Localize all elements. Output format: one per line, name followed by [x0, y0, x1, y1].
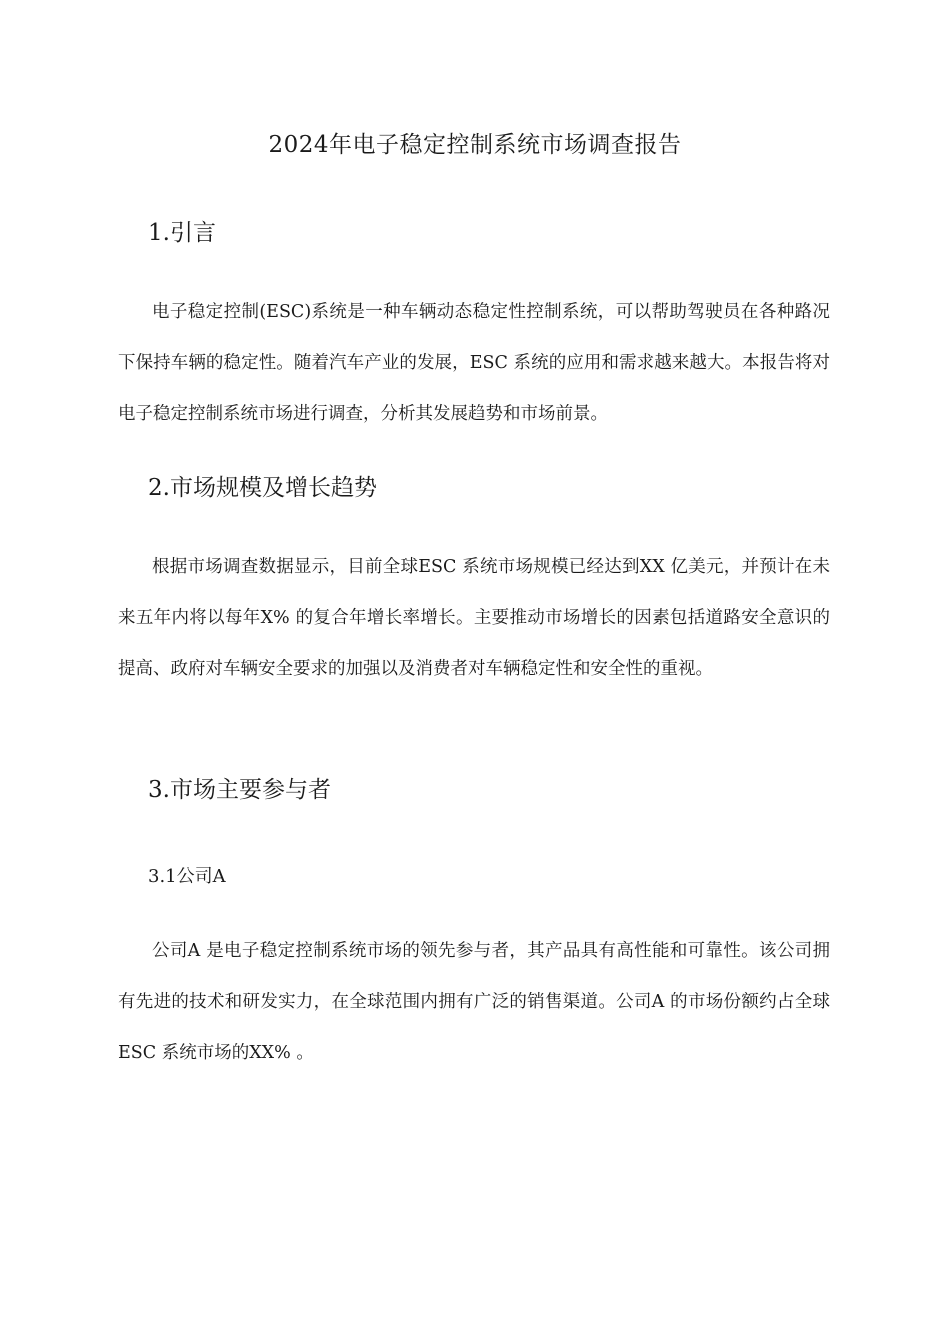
subsection-heading-company-a: 3.1公司A	[148, 866, 226, 887]
section-paragraph-market-size: 根据市场调查数据显示，目前全球ESC 系统市场规模已经达到XX 亿美元，并预计在未来五年内将以每年X% 的复合年增长率增长。主要推动市场增长的因素包括道路安全意识的提高、政府对车辆安全要求的加强以及消费者对车辆稳定性和安全性的重视。	[118, 557, 830, 679]
subsection-paragraph-company-a: 公司A 是电子稳定控制系统市场的领先参与者，其产品具有高性能和可靠性。该公司拥有先进的技术和研发实力，在全球范围内拥有广泛的销售渠道。公司A 的市场份额约占全球ESC 系统市场的XX% 。	[118, 941, 830, 1063]
document-title: 2024年电子稳定控制系统市场调查报告	[268, 132, 682, 158]
section-paragraph-introduction: 电子稳定控制(ESC)系统是一种车辆动态稳定性控制系统，可以帮助驾驶员在各种路况下保持车辆的稳定性。随着汽车产业的发展，ESC 系统的应用和需求越来越大。本报告将对电子稳定控制系统市场进行调查，分析其发展趋势和市场前景。	[118, 302, 830, 424]
section-heading-market-players: 3.市场主要参与者	[148, 777, 331, 803]
section-heading-market-size: 2.市场规模及增长趋势	[148, 475, 377, 501]
section-heading-introduction: 1.引言	[148, 220, 216, 246]
